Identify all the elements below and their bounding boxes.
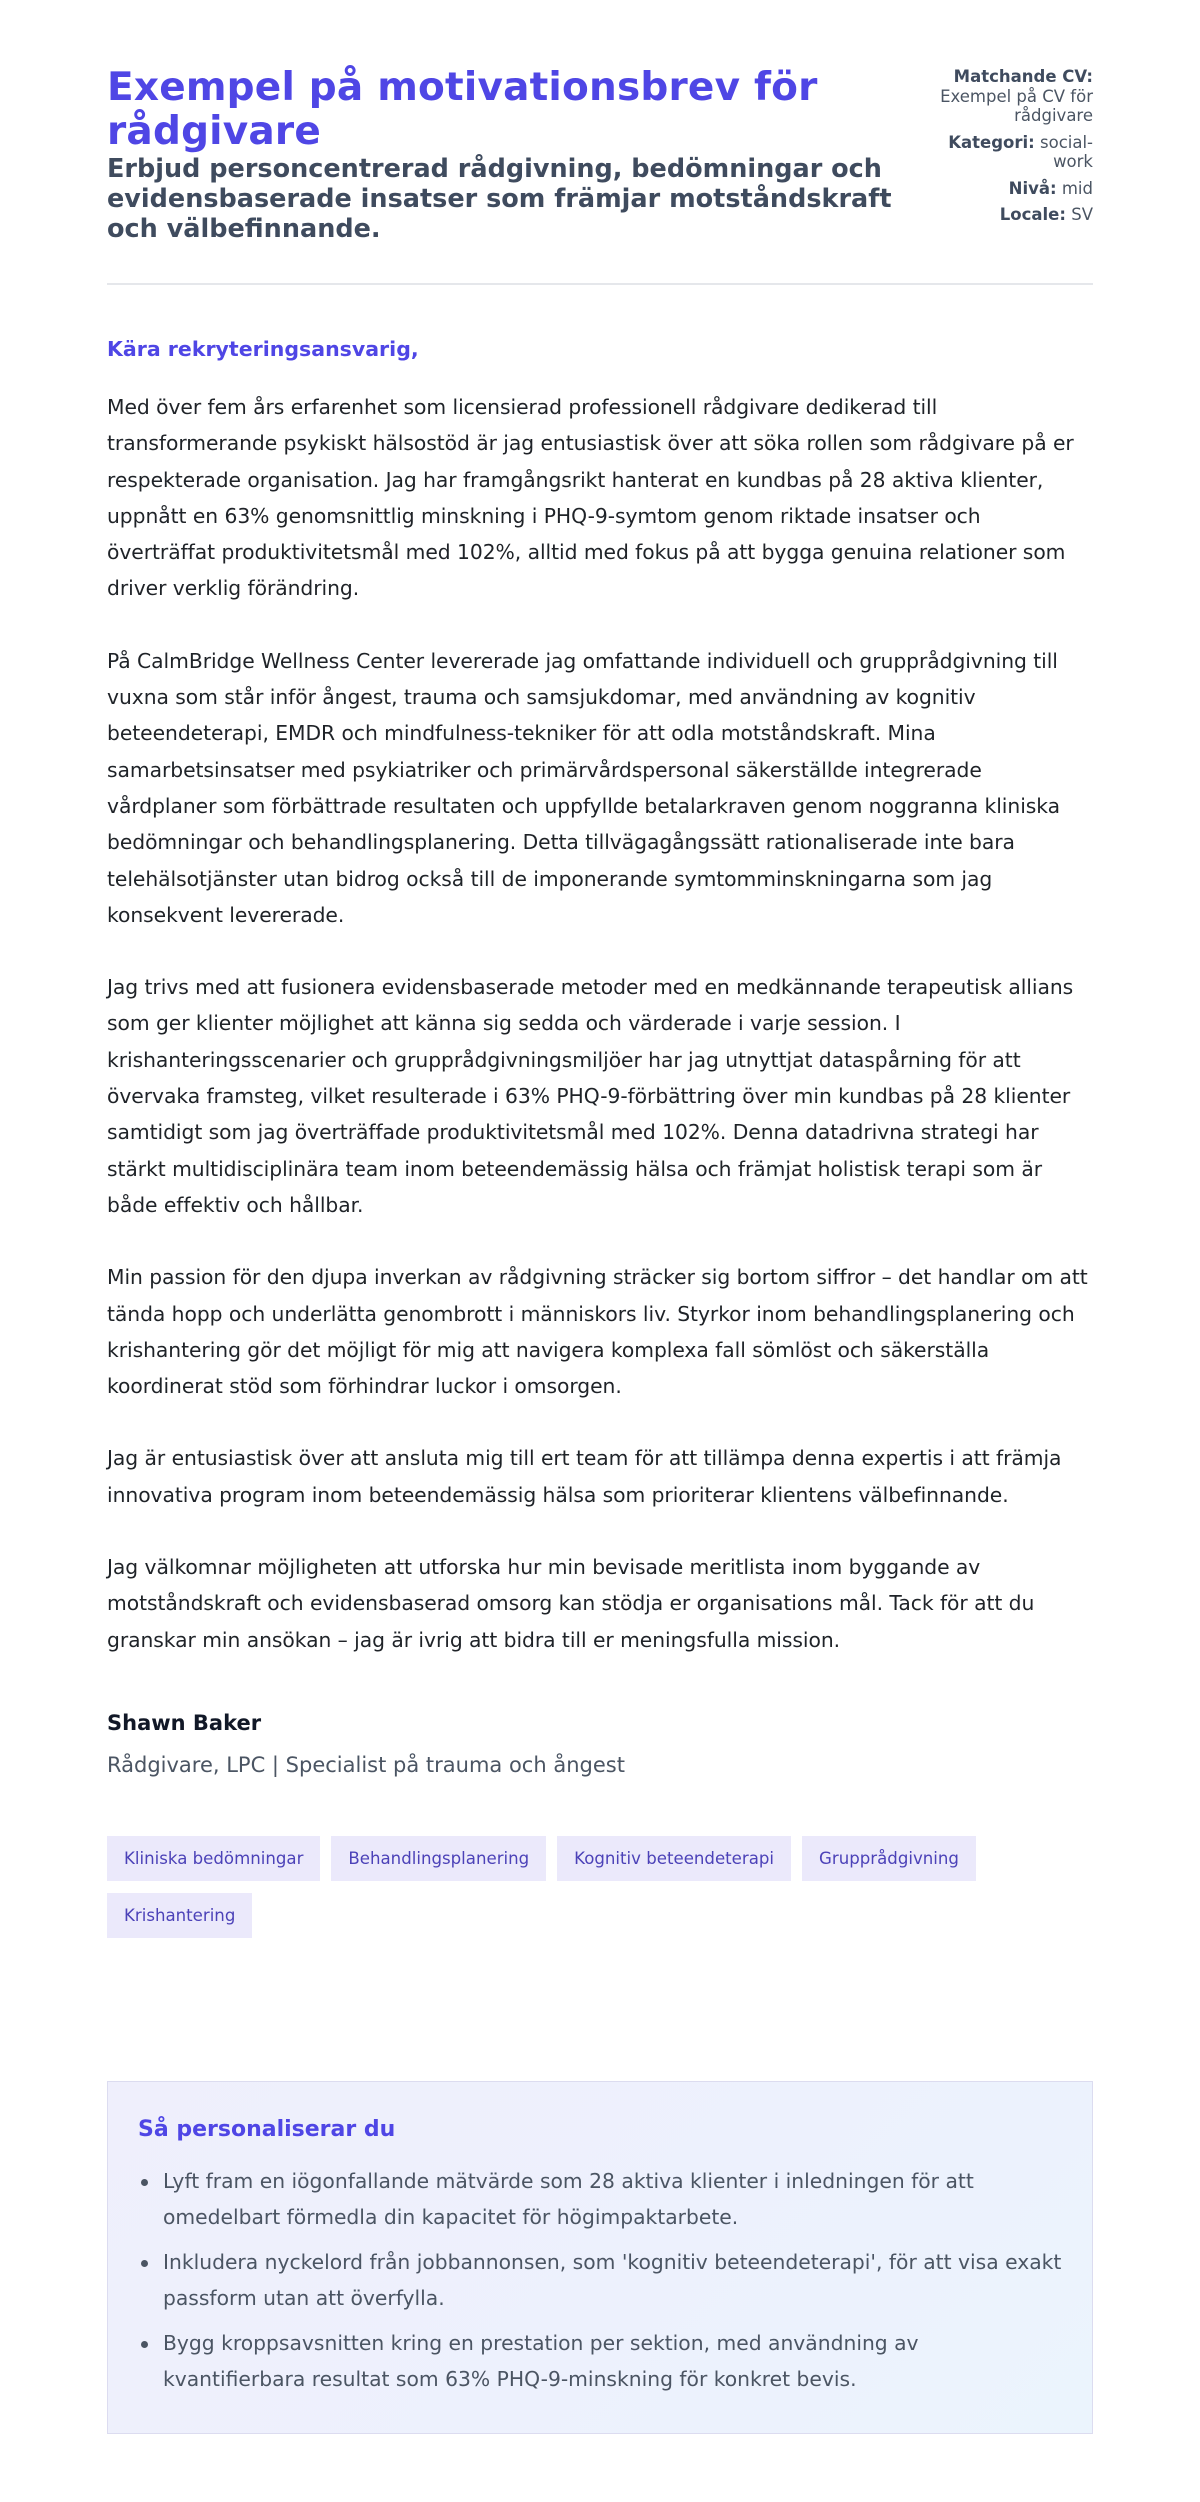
meta-category-value: social-work [1040, 132, 1093, 171]
signature-block [107, 1709, 1093, 1779]
tips-list-item [138, 2326, 1062, 2397]
meta-category [913, 133, 1093, 172]
letter-paragraph: Jag är entusiastisk över att ansluta mig till ert team för att tillämpa denna expertis i att främja innovativa program inom beteendemässig hälsa som prioriterar klientens välbefinnande. [107, 1446, 1062, 1507]
meta-matching-cv-label: Matchande CV: [953, 67, 1093, 86]
cover-letter-page [107, 0, 1093, 1938]
tips-item-text: Lyft fram en iögonfallande mätvärde som 28 aktiva klienter i inledningen för att omedelbart förmedla din kapacitet för högimpaktarbete. [163, 2169, 974, 2229]
letter-paragraph: Med över fem års erfarenhet som licensierad professionell rådgivare dedikerad till transformerande psykiskt hälsostöd är jag entusiastisk över att söka rollen som rådgivare på er respekterade organisation. Jag har framgångsrikt hanterat en kundbas på 28 aktiva klienter, uppnått en 63% genomsnittlig minskning i PHQ-9-symtom genom riktade insatser och överträffat produktivitetsmål med 102%, alltid med fokus på att bygga genuina relationer som driver verklig förändring. [107, 395, 1074, 601]
meta-level-label: Nivå: [1008, 178, 1057, 198]
tips-item-text: Inkludera nyckelord från jobbannonsen, som 'kognitiv beteendeterapi', för att visa exakt passform utan att överfylla. [163, 2250, 1062, 2310]
letter-paragraph: Jag välkomnar möjligheten att utforska hur min bevisade meritlista inom byggande av motståndskraft och evidensbaserad omsorg kan stödja er organisations mål. Tack för att du granskar min ansökan – jag är ivrig att bidra till er meningsfulla mission. [107, 1555, 1035, 1652]
meta-matching-cv-link[interactable]: Exempel på CV för rådgivare [940, 86, 1093, 125]
tips-list [138, 2164, 1062, 2397]
page-header [107, 0, 1093, 285]
signature-name: Shawn Baker [107, 1710, 262, 1735]
page-title: Exempel på motivationsbrev för rådgivare [107, 65, 818, 154]
meta-level [913, 179, 1093, 199]
bullet-icon [141, 2260, 148, 2267]
bullet-icon [141, 2179, 148, 2186]
skill-tags [107, 1836, 1093, 1938]
tips-item-text: Bygg kroppsavsnitten kring en prestation per sektion, med användning av kvantifierbara resultat som 63% PHQ-9-minskning för konkret bevis. [163, 2331, 919, 2391]
tips-list-item [138, 2245, 1062, 2316]
meta-locale-label: Locale: [999, 205, 1066, 224]
salutation: Kära rekryteringsansvarig, [107, 337, 419, 361]
meta-locale-value: SV [1071, 205, 1093, 224]
bullet-icon [141, 2341, 148, 2348]
skill-tag: Kliniska bedömningar [107, 1836, 320, 1881]
skill-tag: Krishantering [107, 1893, 252, 1938]
meta-panel [913, 67, 1093, 232]
page-subtitle: Erbjud personcentrerad rådgivning, bedömningar och evidensbaserade insatser som främjar motståndskraft och välbefinnande. [107, 154, 892, 244]
skill-tag: Grupprådgivning [802, 1836, 976, 1881]
meta-locale [913, 205, 1093, 225]
tips-title: Så personaliserar du [138, 2117, 396, 2142]
personalization-tips-box [107, 2081, 1093, 2434]
letter-body [107, 389, 1093, 1658]
meta-matching-cv [913, 67, 1093, 126]
skill-tag: Behandlingsplanering [331, 1836, 546, 1881]
letter-paragraph: På CalmBridge Wellness Center levererade jag omfattande individuell och grupprådgivning till vuxna som står inför ångest, trauma och samsjukdomar, med användning av kognitiv beteendeterapi, EMDR och mindfulness-tekniker för att odla motståndskraft. Mina samarbetsinsatser med psykiatriker och primärvårdspersonal säkerställde integrerade vårdplaner som förbättrade resultaten och uppfyllde betalarkraven genom noggranna kliniska bedömningar och behandlingsplanering. Detta tillvägagångssätt rationaliserade inte bara telehälsotjänster utan bidrog också till de imponerande symtomminskningarna som jag konsekvent levererade. [107, 648, 1061, 927]
meta-category-label: Kategori: [948, 132, 1035, 152]
letter-paragraph: Min passion för den djupa inverkan av rådgivning sträcker sig bortom siffror – det handlar om att tända hopp och underlätta genombrott i människors liv. Styrkor inom behandlingsplanering och krishantering gör det möjligt för mig att navigera komplexa fall sömlöst och säkerställa koordinerat stöd som förhindrar luckor i omsorgen. [107, 1265, 1088, 1399]
skill-tag: Kognitiv beteendeterapi [557, 1836, 791, 1881]
letter-paragraph: Jag trivs med att fusionera evidensbaserade metoder med en medkännande terapeutisk allians som ger klienter möjlighet att känna sig sedda och värderade i varje session. I krishanteringsscenarier och grupprådgivningsmiljöer har jag utnyttjat dataspårning för att övervaka framsteg, vilket resulterade i 63% PHQ-9-förbättring över min kundbas på 28 klienter samtidigt som jag överträffade produktivitetsmål med 102%. Denna datadrivna strategi har stärkt multidisciplinära team inom beteendemässig hälsa och främjat holistisk terapi som är både effektiv och hållbar. [107, 975, 1074, 1217]
tips-list-item [138, 2164, 1062, 2235]
meta-level-value: mid [1061, 178, 1093, 198]
signature-title: Rådgivare, LPC | Specialist på trauma och ångest [107, 1752, 625, 1777]
